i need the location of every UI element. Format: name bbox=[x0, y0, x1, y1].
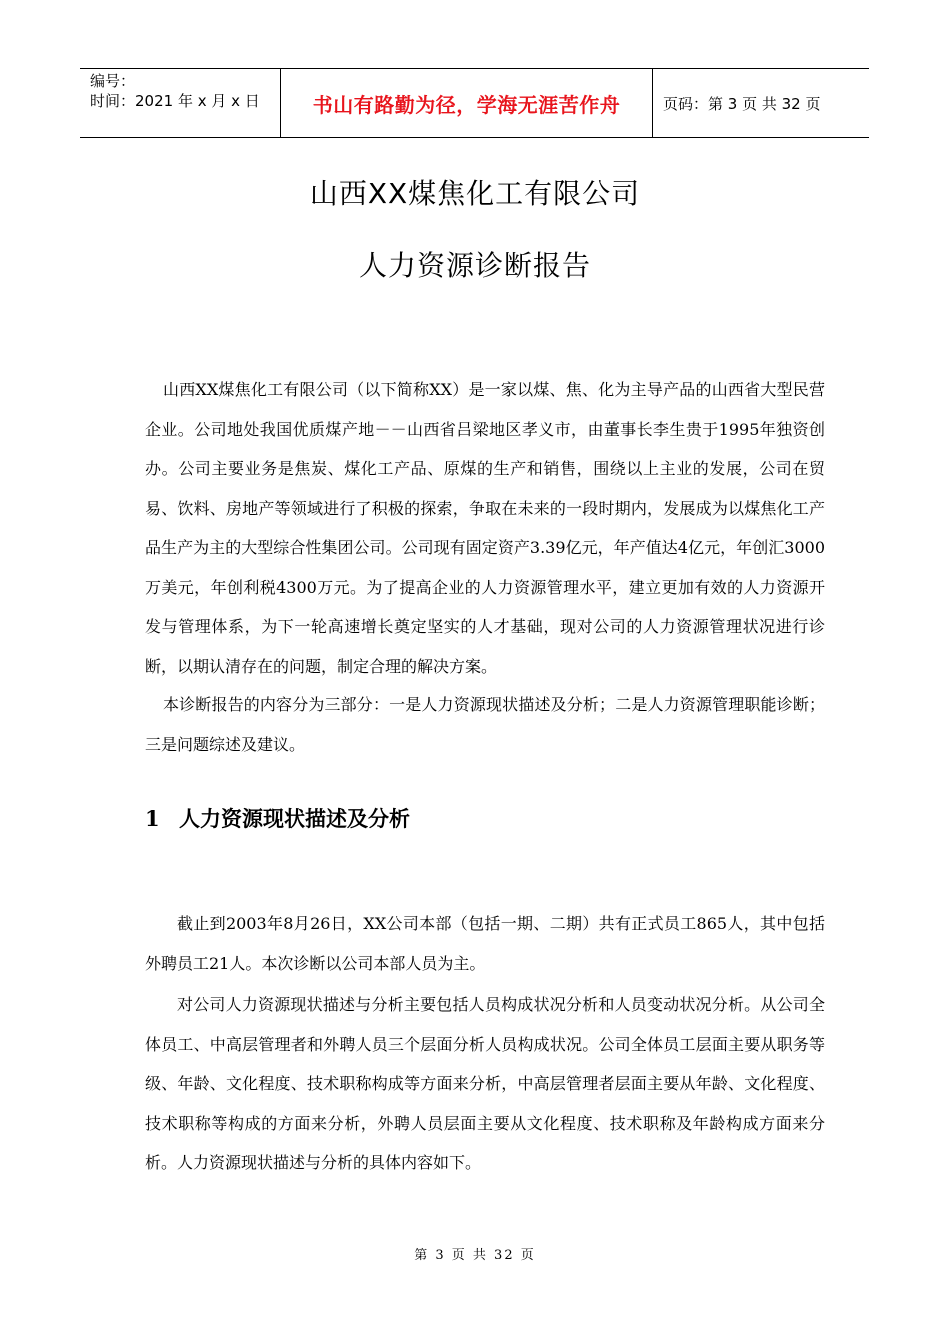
section-number: 1 bbox=[145, 806, 160, 831]
document-title: 山西XX煤焦化工有限公司 bbox=[309, 177, 641, 210]
document-subtitle: 人力资源诊断报告 bbox=[358, 249, 591, 282]
section-paragraph: 截止到2003年8月26日，XX公司本部（包括一期、二期）共有正式员工865人，其中包括外聘员工21人。本次诊断以公司本部人员为主。 bbox=[145, 914, 825, 973]
number-label: 编号： bbox=[90, 72, 136, 90]
page-header bbox=[80, 68, 869, 138]
time-label: 时间：2021 年 x 月 x 日 bbox=[90, 92, 260, 110]
header-motto: 书山有路勤为径，学海无涯苦作舟 bbox=[280, 69, 653, 137]
scope-paragraph: 本诊断报告的内容分为三部分：一是人力资源现状描述及分析；二是人力资源管理职能诊断；三是问题综述及建议。 bbox=[145, 695, 825, 754]
header-meta bbox=[80, 69, 280, 137]
section-heading bbox=[145, 803, 410, 833]
section-paragraph: 对公司人力资源现状描述与分析主要包括人员构成状况分析和人员变动状况分析。从公司全体员工、中高层管理者和外聘人员三个层面分析人员构成状况。公司全体员工层面主要从职务等级、年龄、文化程度、技术职称构成等方面来分析，中高层管理者层面主要从年龄、文化程度、技术职称等构成的方面来分析，外聘人员层面主要从文化程度、技术职称及年龄构成方面来分析。人力资源现状描述与分析的具体内容如下。 bbox=[145, 995, 825, 1172]
page-footer: 第 3 页 共 32 页 bbox=[414, 1248, 536, 1263]
section-title: 人力资源现状描述及分析 bbox=[179, 807, 410, 831]
header-page-label: 页码：第 3 页 共 32 页 bbox=[663, 94, 821, 113]
intro-paragraph: 山西XX煤焦化工有限公司（以下简称XX）是一家以煤、焦、化为主导产品的山西省大型民营企业。公司地处我国优质煤产地－－山西省吕梁地区孝义市，由董事长李生贵于1995年独资创办。公司主要业务是焦炭、煤化工产品、原煤的生产和销售，围绕以上主业的发展，公司在贸易、饮料、房地产等领域进行了积极的探索，争取在未来的一段时期内，发展成为以煤焦化工产品生产为主的大型综合性集团公司。公司现有固定资产3.39亿元，年产值达4亿元，年创汇3000万美元，年创利税4300万元。为了提高企业的人力资源管理水平，建立更加有效的人力资源开发与管理体系，为下一轮高速增长奠定坚实的人才基础，现对公司的人力资源管理状况进行诊断，以期认清存在的问题，制定合理的解决方案。 bbox=[145, 380, 825, 676]
